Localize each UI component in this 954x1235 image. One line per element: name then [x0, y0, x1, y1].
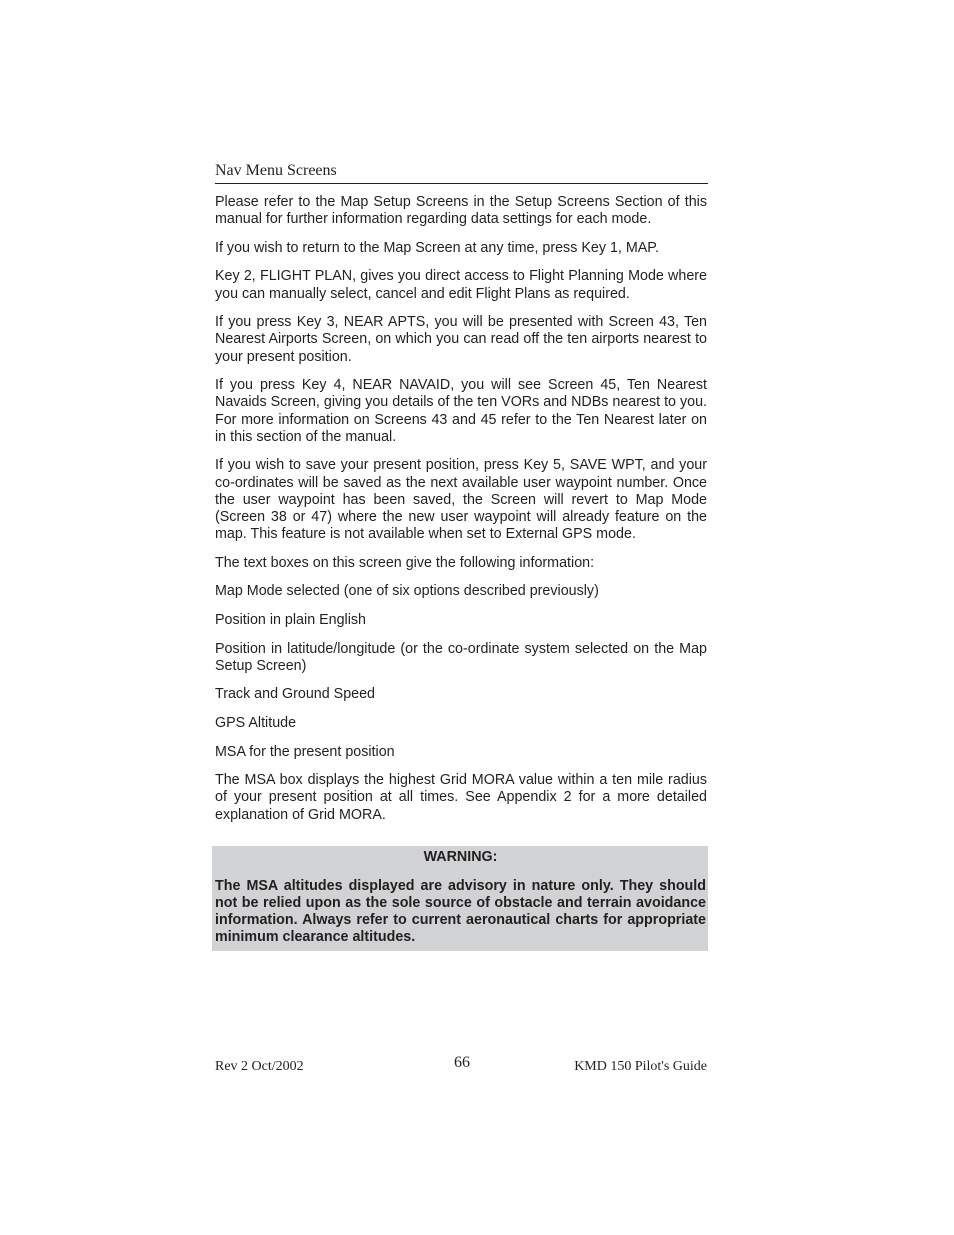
paragraph-key-5-save-wpt: If you wish to save your present position, press Key 5, SAVE WPT, and your co-ordinates will be saved as the next available user waypoint number. Once the user waypoint has been saved, the Screen will revert to Map Mode (Screen 38 or 47) where the new user waypoint will already feature on the map. This feature is not available when set to External GPS mode. [215, 457, 707, 543]
paragraph-msa-box: The MSA box displays the highest Grid MORA value within a ten mile radius of your present position at all times. See Appendix 2 for a more detailed explanation of Grid MORA. [215, 772, 707, 823]
list-item-position-plain-english: Position in plain English [215, 611, 367, 628]
footer-guide-title: KMD 150 Pilot's Guide [574, 1059, 707, 1074]
section-title: Nav Menu Screens [215, 161, 708, 184]
body-text [215, 194, 707, 824]
paragraph-key-1-map: If you wish to return to the Map Screen at any time, press Key 1, MAP. [215, 239, 659, 256]
footer-page-number: 66 [454, 1054, 470, 1071]
paragraph-map-setup-reference: Please refer to the Map Setup Screens in the Setup Screens Section of this manual for further information regarding data settings for each mode. [215, 194, 707, 228]
list-item-position-lat-long: Position in latitude/longitude (or the co-ordinate system selected on the Map Setup Screen) [215, 640, 707, 674]
warning-box [212, 846, 708, 951]
paragraph-text-boxes-intro: The text boxes on this screen give the following information: [215, 554, 595, 571]
paragraph-key-4-near-navaid: If you press Key 4, NEAR NAVAID, you will see Screen 45, Ten Nearest Navaids Screen, giving you details of the ten VORs and NDBs nearest to you. For more information on Screens 43 and 45 refer to the Ten Nearest later on in this section of the manual. [215, 377, 707, 445]
list-item-map-mode: Map Mode selected (one of six options described previously) [215, 583, 599, 600]
paragraph-key-3-near-apts: If you press Key 3, NEAR APTS, you will be presented with Screen 43, Ten Nearest Airports Screen, on which you can read off the ten airports nearest to your present position. [215, 314, 707, 365]
paragraph-key-2-flight-plan: Key 2, FLIGHT PLAN, gives you direct access to Flight Planning Mode where you can manually select, cancel and edit Flight Plans as required. [215, 268, 707, 302]
list-item-track-ground-speed: Track and Ground Speed [215, 686, 376, 703]
warning-title: WARNING: [423, 849, 498, 865]
list-item-gps-altitude: GPS Altitude [215, 714, 297, 731]
footer-revision: Rev 2 Oct/2002 [215, 1059, 304, 1074]
warning-text: The MSA altitudes displayed are advisory in nature only. They should not be relied upon as the sole source of obstacle and terrain avoidance information. Always refer to current aeronautical charts for appropriate minimum clearance altitudes. [215, 877, 706, 946]
list-item-msa: MSA for the present position [215, 743, 395, 760]
